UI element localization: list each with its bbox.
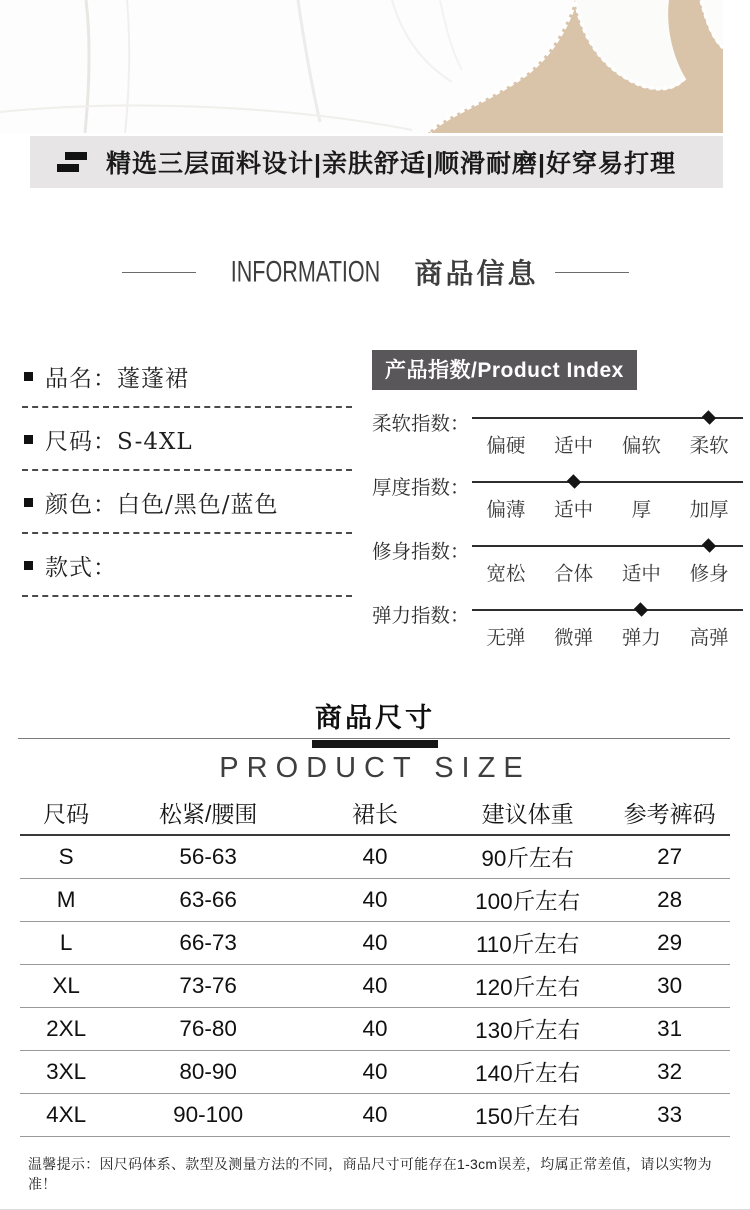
scale-option: 偏薄 [486, 499, 526, 521]
heading-en-text: INFORMATION [230, 255, 380, 288]
table-cell: 30 [657, 973, 683, 998]
table-cell: 40 [362, 930, 388, 955]
index-scale [472, 535, 743, 586]
index-scale-line [472, 481, 743, 483]
skirt-photo-illustration [0, 0, 723, 133]
table-cell: 40 [362, 1102, 388, 1127]
table-cell: 29 [657, 930, 683, 955]
diamond-marker-icon [702, 410, 716, 424]
index-scale [472, 471, 743, 522]
feature-banner [30, 136, 723, 188]
size-title-zh: 商品尺寸 [312, 696, 438, 748]
table-cell: 66-73 [179, 930, 237, 955]
square-bullet-icon [24, 372, 33, 381]
table-cell: 100斤左右 [475, 889, 581, 914]
column-header: 松紧/腰围 [158, 800, 258, 827]
table-cell: 40 [362, 1016, 388, 1041]
index-scale-options [472, 430, 743, 458]
diamond-marker-icon [566, 474, 580, 488]
table-cell: 90-100 [173, 1102, 244, 1127]
table-cell: 33 [657, 1102, 683, 1127]
detail-text: 品名：蓬蓬裙 [45, 366, 189, 392]
detail-row-name [22, 360, 352, 408]
table-cell: 110斤左右 [475, 932, 580, 957]
table-row-4xl [20, 1094, 730, 1137]
table-row-xl [20, 965, 730, 1008]
scale-option: 偏硬 [486, 435, 526, 457]
scale-option: 偏软 [621, 435, 661, 457]
table-cell: M [56, 887, 76, 912]
column-header: 建议体重 [481, 800, 574, 827]
product-index-header: 产品指数/Product Index [372, 350, 637, 390]
scale-option: 柔软 [689, 435, 729, 457]
heading-zh-text: 商品信息 [414, 258, 539, 289]
column-header: 裙长 [351, 800, 398, 827]
index-scale [472, 599, 743, 650]
banner-text: 精选三层面料设计|亲肤舒适|顺滑耐磨|好穿易打理 [106, 150, 676, 178]
table-row-2xl [20, 1008, 730, 1051]
index-scale-line [472, 609, 743, 611]
detail-text: 尺码：S-4XL [45, 429, 193, 455]
detail-text: 颜色：白色/黑色/蓝色 [45, 492, 279, 518]
index-row-fit [372, 535, 743, 586]
product-details-list [22, 350, 352, 663]
table-cell: L [59, 930, 73, 955]
index-scale-options [472, 494, 743, 522]
scale-option: 加厚 [689, 499, 729, 521]
table-cell: 3XL [46, 1059, 87, 1084]
table-row-3xl [20, 1051, 730, 1094]
scale-option: 合体 [554, 563, 594, 585]
size-title-en: PRODUCT SIZE [219, 752, 531, 784]
table-cell: 27 [657, 844, 683, 869]
table-cell: 63-66 [179, 887, 237, 912]
table-cell: 40 [362, 887, 388, 912]
table-cell: 2XL [46, 1016, 87, 1041]
index-row-label: 柔软指数： [372, 413, 470, 435]
size-table [20, 790, 730, 1137]
square-bullet-icon [24, 561, 33, 570]
detail-text: 款式： [45, 555, 117, 581]
table-cell: 90斤左右 [481, 846, 574, 871]
index-row-thickness [372, 471, 743, 522]
index-row-label: 弹力指数： [372, 605, 470, 627]
table-cell: 32 [657, 1059, 683, 1084]
scale-option: 适中 [554, 499, 594, 521]
detail-row-size [22, 423, 352, 471]
index-scale-line [472, 545, 743, 547]
scale-option: 无弹 [486, 627, 526, 649]
square-bullet-icon [24, 498, 33, 507]
table-cell: 40 [362, 973, 388, 998]
square-bullet-icon [24, 435, 33, 444]
index-row-label: 厚度指数： [372, 477, 470, 499]
product-index-panel [352, 350, 745, 663]
index-scale [472, 407, 743, 458]
size-table-header-row [20, 790, 730, 836]
table-cell: 130斤左右 [475, 1018, 581, 1043]
information-section-heading [0, 252, 750, 292]
double-bars-icon [56, 151, 88, 173]
diamond-marker-icon [702, 538, 716, 552]
index-row-softness [372, 407, 743, 458]
detail-row-style [22, 549, 352, 597]
table-cell: 140斤左右 [475, 1061, 581, 1086]
table-cell: 76-80 [179, 1016, 237, 1041]
index-row-elasticity [372, 599, 743, 650]
table-cell: S [58, 844, 74, 869]
column-header: 参考裤码 [623, 800, 716, 827]
table-row-s [20, 836, 730, 879]
table-cell: 40 [362, 844, 388, 869]
index-scale-options [472, 558, 743, 586]
table-cell: 150斤左右 [475, 1104, 581, 1129]
detail-row-color [22, 486, 352, 534]
product-photo [0, 0, 723, 133]
table-cell: 56-63 [179, 844, 237, 869]
column-header: 尺码 [43, 800, 90, 827]
index-row-label: 修身指数： [372, 541, 470, 563]
table-cell: 4XL [46, 1102, 87, 1127]
table-cell: 28 [657, 887, 683, 912]
scale-option: 适中 [621, 563, 661, 585]
table-cell: 80-90 [179, 1059, 237, 1084]
scale-option: 弹力 [621, 627, 661, 649]
footer-note: 温馨提示：因尺码体系、款型及测量方法的不同，商品尺寸可能存在1-3cm误差，均属正常差值，请以实物为准！ [28, 1156, 712, 1192]
scale-option: 修身 [689, 563, 729, 585]
table-cell: 40 [362, 1059, 388, 1084]
scale-option: 高弹 [689, 627, 729, 649]
table-row-m [20, 879, 730, 922]
heading-right-rule [555, 272, 629, 273]
diamond-marker-icon [634, 602, 648, 616]
table-cell: 120斤左右 [475, 975, 581, 1000]
scale-option: 宽松 [486, 563, 526, 585]
product-info-section [0, 350, 750, 663]
scale-option: 厚 [631, 499, 652, 521]
scale-option: 微弹 [554, 627, 594, 649]
index-scale-line [472, 417, 743, 419]
table-row-l [20, 922, 730, 965]
table-cell: 73-76 [179, 973, 237, 998]
table-cell: XL [52, 973, 80, 998]
table-cell: 31 [657, 1016, 683, 1041]
size-section-heading [0, 696, 750, 784]
scale-option: 适中 [554, 435, 594, 457]
index-scale-options [472, 622, 743, 650]
heading-left-rule [122, 272, 196, 273]
